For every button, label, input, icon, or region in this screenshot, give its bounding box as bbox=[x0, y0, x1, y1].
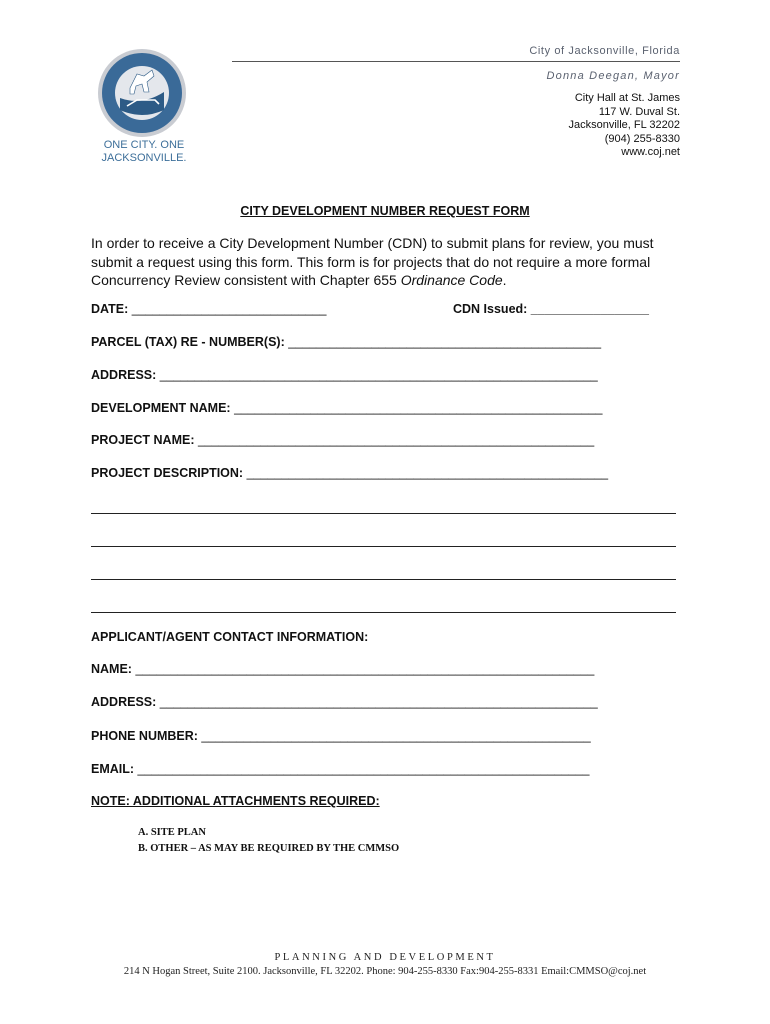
form-title: CITY DEVELOPMENT NUMBER REQUEST FORM bbox=[240, 204, 530, 218]
address-line: City Hall at St. James bbox=[574, 92, 680, 104]
footer-department: PLANNING AND DEVELOPMENT bbox=[274, 952, 496, 963]
contact-address-label: ADDRESS: bbox=[91, 695, 160, 709]
contact-section-heading: APPLICANT/AGENT CONTACT INFORMATION: bbox=[91, 630, 369, 644]
phone-number-input-line[interactable]: ________________________________________________________ bbox=[201, 729, 591, 743]
project-name-input-line[interactable]: _________________________________________________________ bbox=[197, 433, 595, 447]
phone-number-field[interactable] bbox=[91, 729, 591, 743]
attachments-note: NOTE: ADDITIONAL ATTACHMENTS REQUIRED: bbox=[91, 794, 380, 808]
city-hall-address bbox=[569, 92, 681, 160]
city-name: City of Jacksonville, Florida bbox=[529, 45, 680, 57]
intro-end: . bbox=[502, 272, 507, 288]
address-input-line[interactable]: _______________________________________________________________ bbox=[159, 368, 598, 382]
contact-name-label: NAME: bbox=[91, 662, 136, 676]
cdn-issued-field[interactable] bbox=[453, 302, 649, 316]
city-motto: ONE CITY. ONE JACKSONVILLE. bbox=[101, 139, 187, 164]
address-line: Jacksonville, FL 32202 bbox=[568, 119, 680, 131]
date-field[interactable] bbox=[91, 302, 326, 316]
contact-name-field[interactable] bbox=[91, 662, 594, 676]
mayor-name: Donna Deegan, Mayor bbox=[546, 70, 680, 82]
email-input-line[interactable]: _________________________________________________________________ bbox=[137, 762, 590, 776]
address-label: ADDRESS: bbox=[91, 368, 160, 382]
parcel-input-line[interactable]: _____________________________________________ bbox=[288, 335, 602, 349]
contact-address-field[interactable] bbox=[91, 695, 598, 709]
header-rule bbox=[232, 61, 680, 62]
attachment-item: B. OTHER – AS MAY BE REQUIRED BY THE CMMSO bbox=[138, 842, 400, 854]
project-description-blank-line[interactable] bbox=[91, 612, 676, 613]
contact-name-input-line[interactable]: __________________________________________________________________ bbox=[135, 662, 595, 676]
address-field[interactable] bbox=[91, 368, 598, 382]
project-description-blank-line[interactable] bbox=[91, 546, 676, 547]
intro-ordinance-code: Ordinance Code bbox=[400, 272, 503, 288]
email-field[interactable] bbox=[91, 762, 589, 776]
date-input-line[interactable]: ____________________________ bbox=[131, 302, 327, 316]
intro-text: In order to receive a City Development Number (CDN) to submit plans for review, you must submit a request using this form. This form is for projects that do not require a more formal Concurrency Review consistent with Chapter 655 bbox=[91, 235, 654, 288]
project-description-input-line[interactable]: ____________________________________________________ bbox=[246, 466, 609, 480]
cdn-issued-label: CDN Issued: bbox=[453, 302, 531, 316]
intro-paragraph bbox=[91, 234, 691, 290]
project-description-field[interactable] bbox=[91, 466, 608, 480]
project-name-label: PROJECT NAME: bbox=[91, 433, 198, 447]
email-label: EMAIL: bbox=[91, 762, 138, 776]
development-name-label: DEVELOPMENT NAME: bbox=[91, 401, 235, 415]
city-seal-logo bbox=[97, 48, 187, 138]
attachment-item: A. SITE PLAN bbox=[138, 827, 206, 838]
date-label: DATE: bbox=[91, 302, 132, 316]
project-description-blank-line[interactable] bbox=[91, 579, 676, 580]
website-link[interactable]: www.coj.net bbox=[621, 146, 680, 158]
project-description-blank-line[interactable] bbox=[91, 513, 676, 514]
project-description-label: PROJECT DESCRIPTION: bbox=[91, 466, 247, 480]
contact-address-input-line[interactable]: _______________________________________________________________ bbox=[159, 695, 598, 709]
attachments-list bbox=[138, 825, 399, 856]
address-line: (904) 255-8330 bbox=[604, 132, 680, 145]
parcel-number-field[interactable] bbox=[91, 335, 601, 349]
development-name-field[interactable] bbox=[91, 401, 603, 415]
development-name-input-line[interactable]: _____________________________________________________ bbox=[234, 401, 603, 415]
phone-number-label: PHONE NUMBER: bbox=[91, 729, 202, 743]
cdn-issued-input-line[interactable]: _________________ bbox=[530, 302, 649, 316]
project-name-field[interactable] bbox=[91, 433, 594, 447]
parcel-label: PARCEL (TAX) RE - NUMBER(S): bbox=[91, 335, 289, 349]
address-line: 117 W. Duval St. bbox=[598, 105, 680, 118]
footer-contact: 214 N Hogan Street, Suite 2100. Jacksonville, FL 32202. Phone: 904-255-8330 Fax:904-255-8331 Email:CMMSO@coj.net bbox=[123, 966, 647, 977]
